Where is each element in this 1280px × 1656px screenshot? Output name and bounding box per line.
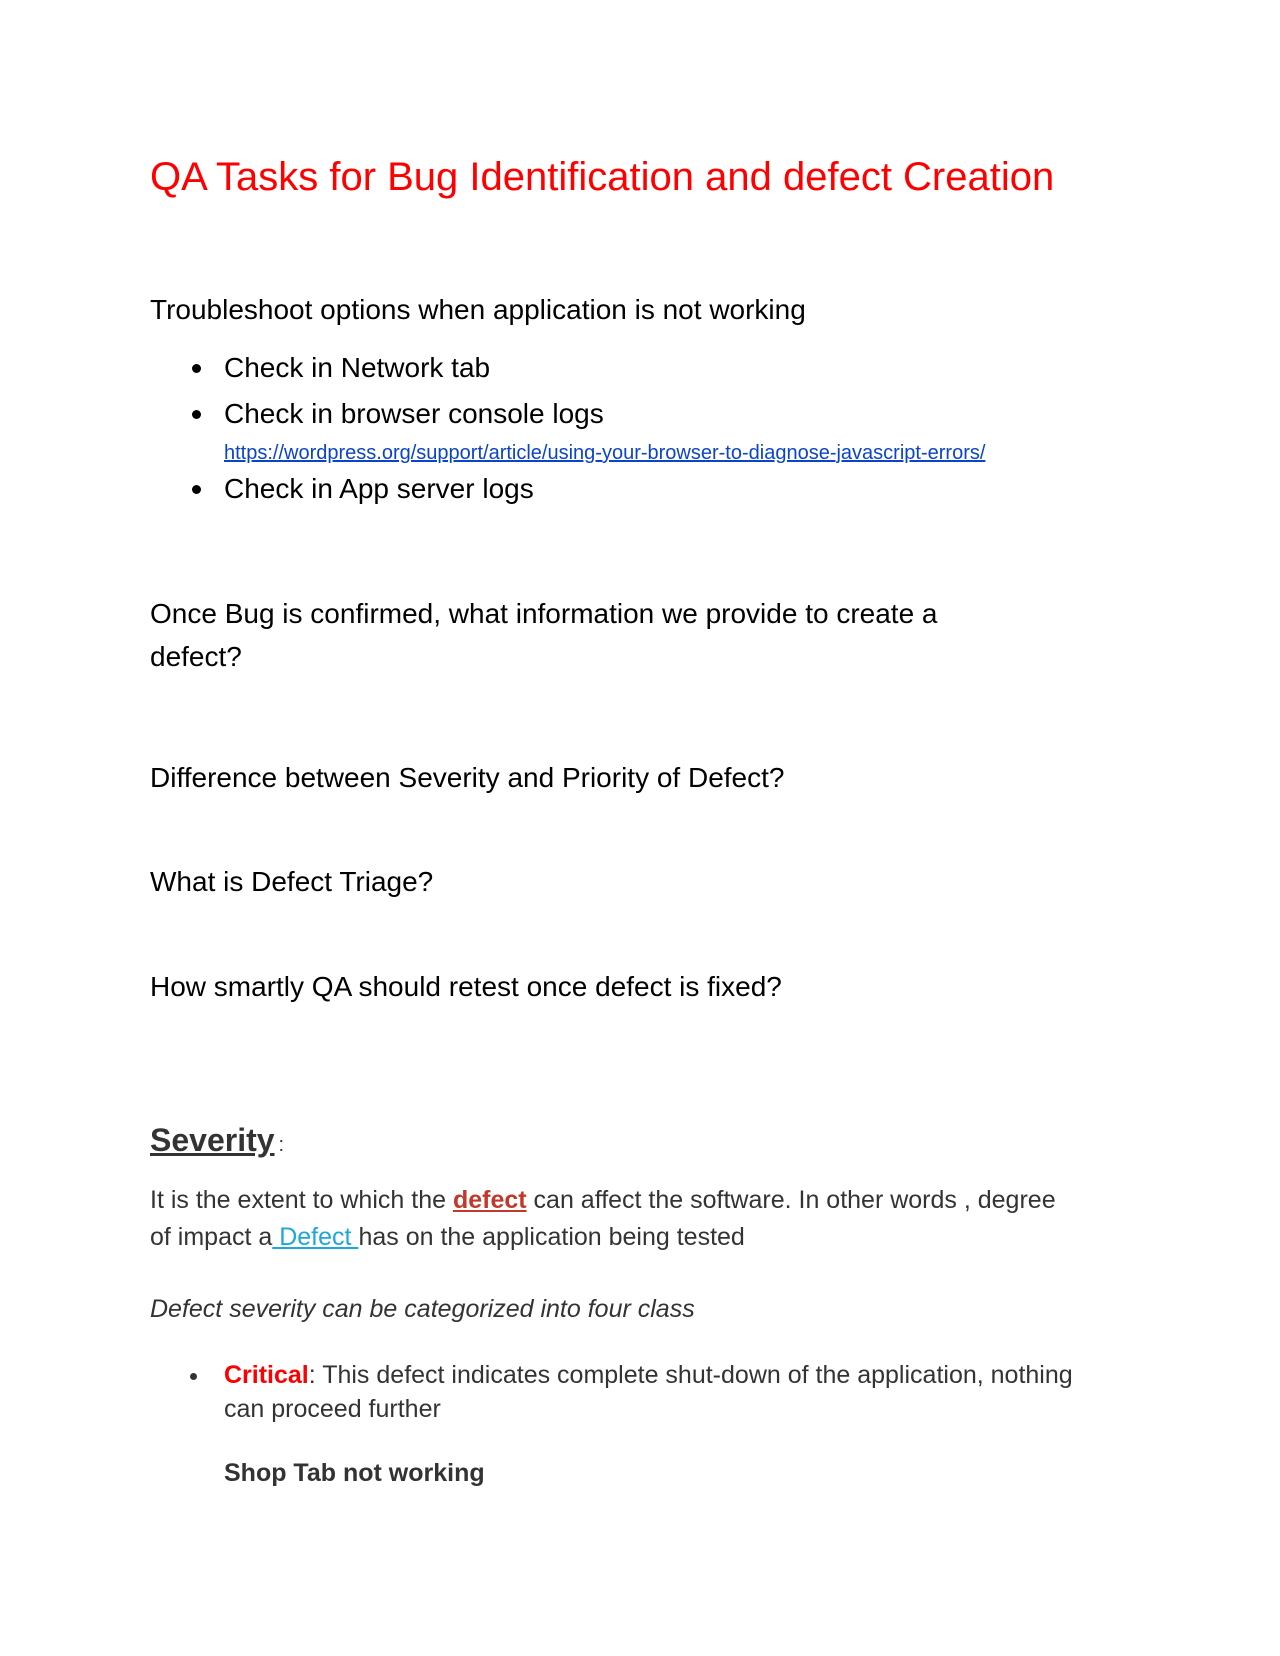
severity-definition-text: has on the application being tested	[358, 1223, 745, 1251]
severity-heading	[150, 1120, 284, 1165]
critical-description-line1: : This defect indicates complete shut-down of the application, nothing	[308, 1361, 1073, 1389]
page-title: QA Tasks for Bug Identification and defect Creation	[150, 155, 1055, 199]
list-item-text: Check in browser console logs	[224, 398, 604, 429]
question-retest: How smartly QA should retest once defect is fixed?	[150, 971, 782, 1002]
defect-link-2[interactable]: Defect	[272, 1223, 359, 1251]
critical-item	[224, 1358, 1073, 1392]
severity-definition-line2	[150, 1219, 745, 1256]
question-severity-priority: Difference between Severity and Priority of Defect?	[150, 762, 785, 793]
severity-definition-text: It is the extent to which the	[150, 1186, 453, 1214]
severity-definition-line1	[150, 1182, 1056, 1219]
list-item-text: Check in App server logs	[224, 473, 534, 504]
question-defect-triage: What is Defect Triage?	[150, 866, 434, 897]
severity-definition-text: can affect the software. In other words , degree	[526, 1186, 1056, 1214]
critical-example: Shop Tab not working	[224, 1459, 485, 1487]
list-item-text: Check in Network tab	[224, 352, 491, 383]
bullet-icon	[192, 364, 201, 373]
bullet-icon	[192, 485, 201, 494]
troubleshoot-heading: Troubleshoot options when application is not working	[150, 294, 806, 325]
question-defect-info-line1: Once Bug is confirmed, what information we provide to create a	[150, 598, 938, 629]
severity-heading-colon: :	[278, 1134, 285, 1156]
critical-label: Critical	[224, 1361, 309, 1389]
bullet-icon	[190, 1373, 197, 1380]
console-logs-link[interactable]: https://wordpress.org/support/article/using-your-browser-to-diagnose-javascript-errors/	[224, 442, 986, 464]
defect-link[interactable]: defect	[452, 1186, 527, 1214]
critical-description-line2: can proceed further	[224, 1395, 441, 1423]
severity-definition-text: of impact a	[150, 1223, 273, 1251]
bullet-icon	[192, 410, 201, 419]
question-defect-info-line2: defect?	[150, 641, 242, 672]
severity-classes-intro: Defect severity can be categorized into four class	[150, 1295, 695, 1323]
severity-heading-text: Severity	[150, 1122, 275, 1158]
